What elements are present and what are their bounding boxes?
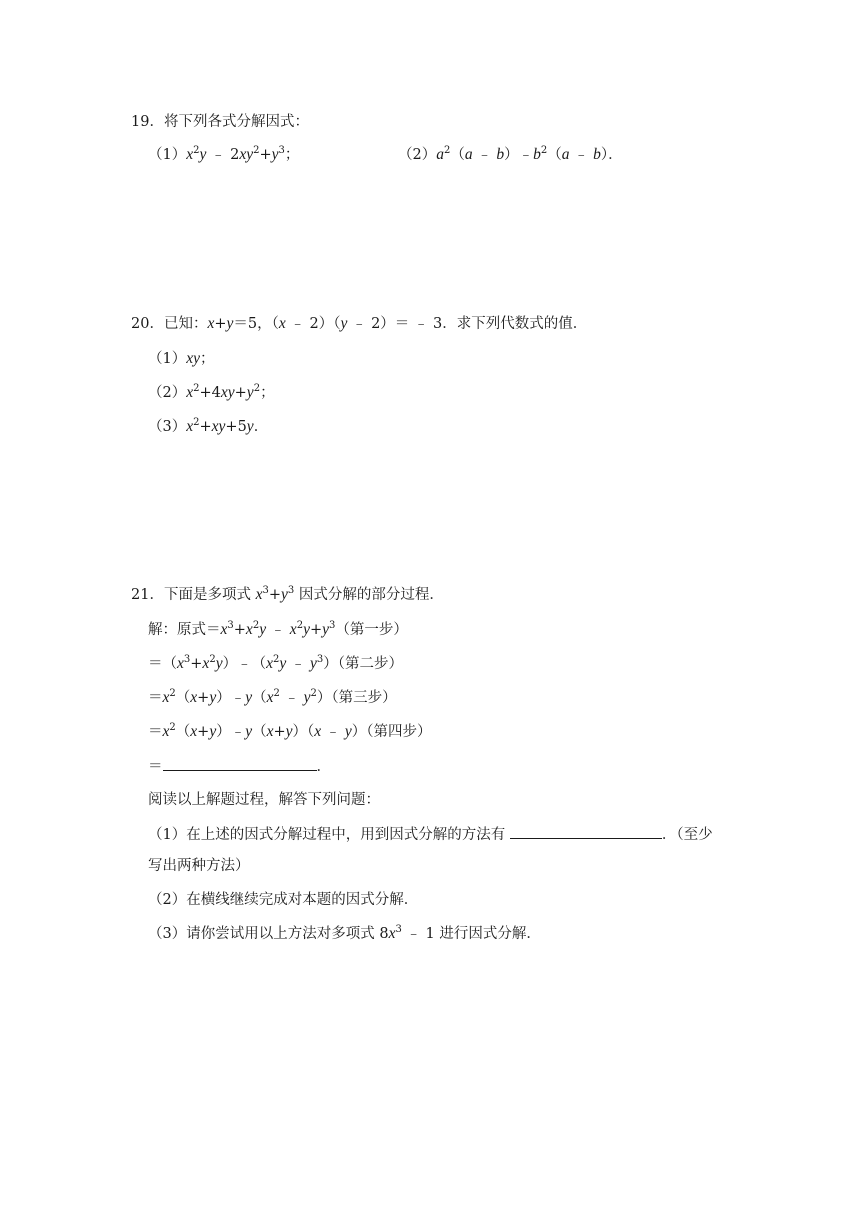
q21-sub3-suffix: 进行因式分解． (439, 926, 541, 942)
q21-sub1-end: ．（至少 (661, 827, 713, 843)
q21-sub2: （2）在横线继续完成对本题的因式分解． (148, 892, 419, 908)
q19-part2-label: （2） (398, 147, 437, 163)
q21-step4 (148, 722, 432, 742)
q19-part1 (148, 145, 299, 165)
q21-step1-prefix: 解：原式 (148, 622, 206, 638)
q20-part1-expr: xy； (186, 350, 215, 367)
q20-part3-expr: $x^2+xy+5y$． (186, 417, 269, 435)
q21-step2 (148, 654, 403, 674)
q21-step1 (148, 620, 408, 640)
q21-sub3 (148, 924, 541, 944)
q21-sub3-prefix: （3）请你尝试用以上方法对多项式 8 (148, 926, 389, 942)
q21-step5-equals: ＝ (148, 759, 163, 775)
q21-read-text: 阅读以上解题过程，解答下列问题： (148, 792, 380, 808)
q21-step5 (148, 756, 331, 777)
answer-blank-factorization[interactable] (163, 756, 317, 771)
q19-title: 19．将下列各式分解因式： (131, 114, 309, 130)
q21-step3 (148, 688, 397, 708)
q21-step3-expr: $=x^2(x+y)﹣y(x^2$ ﹣ $y^2$） (148, 688, 332, 706)
q21-step2-expr: $=(x^3+x^2y)﹣(x^2y$ ﹣ $y^3$） (148, 654, 338, 672)
q20-title (131, 314, 587, 334)
q20-part2-label: （2） (148, 385, 187, 401)
q21-step2-note: （第二步） (337, 656, 403, 672)
q21-title-prefix: 21．下面是多项式 (131, 587, 251, 603)
q20-part3-label: （3） (148, 419, 187, 435)
q21-sub3-expr: $x^3$ ﹣ 1 (388, 924, 440, 942)
q19-part1-label: （1） (148, 147, 187, 163)
q21-sub1-text: （1）在上述的因式分解过程中，用到因式分解的方法有 (148, 827, 506, 843)
q21-title-suffix: 因式分解的部分过程． (298, 587, 444, 603)
q20-part2 (148, 383, 275, 403)
q20-part1 (148, 349, 215, 369)
answer-blank-methods[interactable] (510, 824, 662, 839)
q20-title-suffix: ．求下列代数式的值． (442, 316, 588, 332)
q21-title (131, 585, 444, 605)
q20-part3 (148, 417, 268, 437)
q21-polynomial: $x^3+y^3$ (255, 585, 295, 603)
q21-step5-period: ． (316, 759, 331, 775)
q20-part2-expr: $x^2+4xy+y^2$； (186, 383, 275, 401)
q19-part2-expr: $a^2(a$ ﹣ $b)﹣b^2(a$ ﹣ b）． (436, 145, 623, 163)
q20-part1-label: （1） (148, 351, 187, 367)
q21-sub1 (148, 824, 713, 845)
q20-condition: x+y＝5，（x ﹣ 2）（y ﹣ 2）＝ ﹣ 3 (207, 315, 443, 332)
q21-sub1-continued: 写出两种方法） (148, 858, 250, 874)
q19-part1-expr: $x^2y$ ﹣ $2xy^2+y^3$； (186, 145, 300, 163)
q21-step1-note: （第一步） (335, 622, 408, 638)
q21-step4-expr: $=x^2(x+y)﹣y(x+y)(x$ ﹣ y） (148, 722, 367, 740)
q19-part2 (398, 145, 623, 165)
q21-step4-note: （第四步） (366, 724, 432, 740)
q21-step3-note: （第三步） (331, 690, 397, 706)
q20-title-prefix: 20．已知： (131, 316, 208, 332)
q21-step1-expr: $=x^3+x^2y$ ﹣ $x^2y+y^3$ (206, 620, 336, 638)
